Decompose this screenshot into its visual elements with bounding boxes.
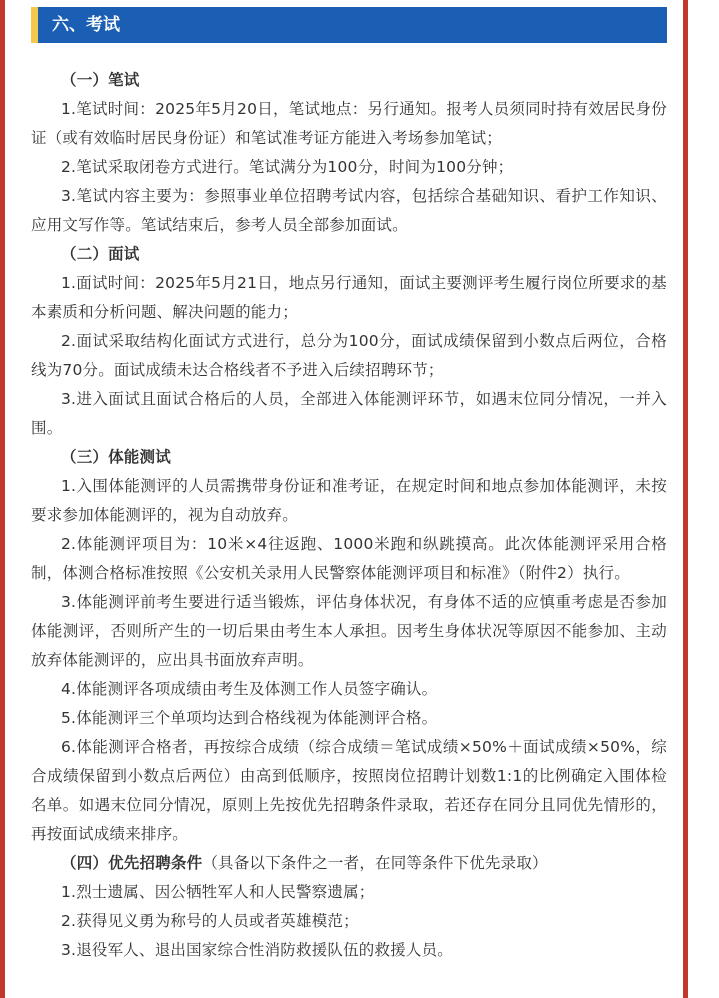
paragraph: 2.体能测评项目为：10米×4往返跑、1000米跑和纵跳摸高。此次体能测评采用合格制，体测合格标准按照《公安机关录用人民警察体能测评项目和标准》（附件2）执行。 (31, 535, 667, 582)
paragraph: 6.体能测评合格者，再按综合成绩（综合成绩＝笔试成绩×50%＋面试成绩×50%，综合成绩保留到小数点后两位）由高到低顺序，按照岗位招聘计划数1:1的比例确定入围体检名单。如遇末位同分情况，原则上先按优先招聘条件录取，若还存在同分且同优先情形的，再按面试成绩来排序。 (31, 738, 667, 843)
heading-text: （二）面试 (61, 245, 140, 263)
subsection-heading-priority-conditions (31, 849, 667, 878)
paragraph: 1.面试时间：2025年5月21日，地点另行通知，面试主要测评考生履行岗位所要求的基本素质和分析问题、解决问题的能力； (31, 274, 667, 321)
heading-text: （三）体能测试 (61, 448, 171, 466)
paragraph: 2.面试采取结构化面试方式进行，总分为100分，面试成绩保留到小数点后两位，合格线为70分。面试成绩未达合格线者不予进入后续招聘环节； (31, 332, 667, 379)
subsection-heading-fitness-test (31, 443, 667, 472)
section-header-title: 六、考试 (52, 15, 120, 35)
paragraph: 5.体能测评三个单项均达到合格线视为体能测评合格。 (61, 709, 438, 727)
paragraph: 3.笔试内容主要为：参照事业单位招聘考试内容，包括综合基础知识、看护工作知识、应用文写作等。笔试结束后，参考人员全部参加面试。 (31, 187, 667, 234)
heading-text: （四）优先招聘条件 (61, 854, 203, 872)
paragraph: 3.退役军人、退出国家综合性消防救援队伍的救援人员。 (61, 941, 453, 959)
document-body (31, 66, 667, 965)
paragraph: 2.获得见义勇为称号的人员或者英雄模范； (61, 912, 359, 930)
heading-text: （一）笔试 (61, 71, 140, 89)
subsection-heading-written-exam (31, 66, 667, 95)
paragraph: 1.烈士遗属、因公牺牲军人和人民警察遗属； (61, 883, 375, 901)
right-border (683, 0, 688, 998)
paragraph: 3.进入面试且面试合格后的人员，全部进入体能测评环节，如遇末位同分情况，一并入围。 (31, 390, 667, 437)
left-border (0, 0, 5, 998)
paragraph: 2.笔试采取闭卷方式进行。笔试满分为100分，时间为100分钟； (61, 158, 514, 176)
section-header (31, 7, 667, 43)
paragraph: 1.入围体能测评的人员需携带身份证和准考证，在规定时间和地点参加体能测评，未按要求参加体能测评的，视为自动放弃。 (31, 477, 667, 524)
heading-note: （具备以下条件之一者，在同等条件下优先录取） (202, 854, 548, 872)
paragraph: 4.体能测评各项成绩由考生及体测工作人员签字确认。 (61, 680, 438, 698)
subsection-heading-interview (31, 240, 667, 269)
paragraph: 3.体能测评前考生要进行适当锻炼，评估身体状况，有身体不适的应慎重考虑是否参加体能测评，否则所产生的一切后果由考生本人承担。因考生身体状况等原因不能参加、主动放弃体能测评的，应出具书面放弃声明。 (31, 593, 667, 669)
paragraph: 1.笔试时间：2025年5月20日，笔试地点：另行通知。报考人员须同时持有效居民身份证（或有效临时居民身份证）和笔试准考证方能进入考场参加笔试； (31, 100, 667, 147)
